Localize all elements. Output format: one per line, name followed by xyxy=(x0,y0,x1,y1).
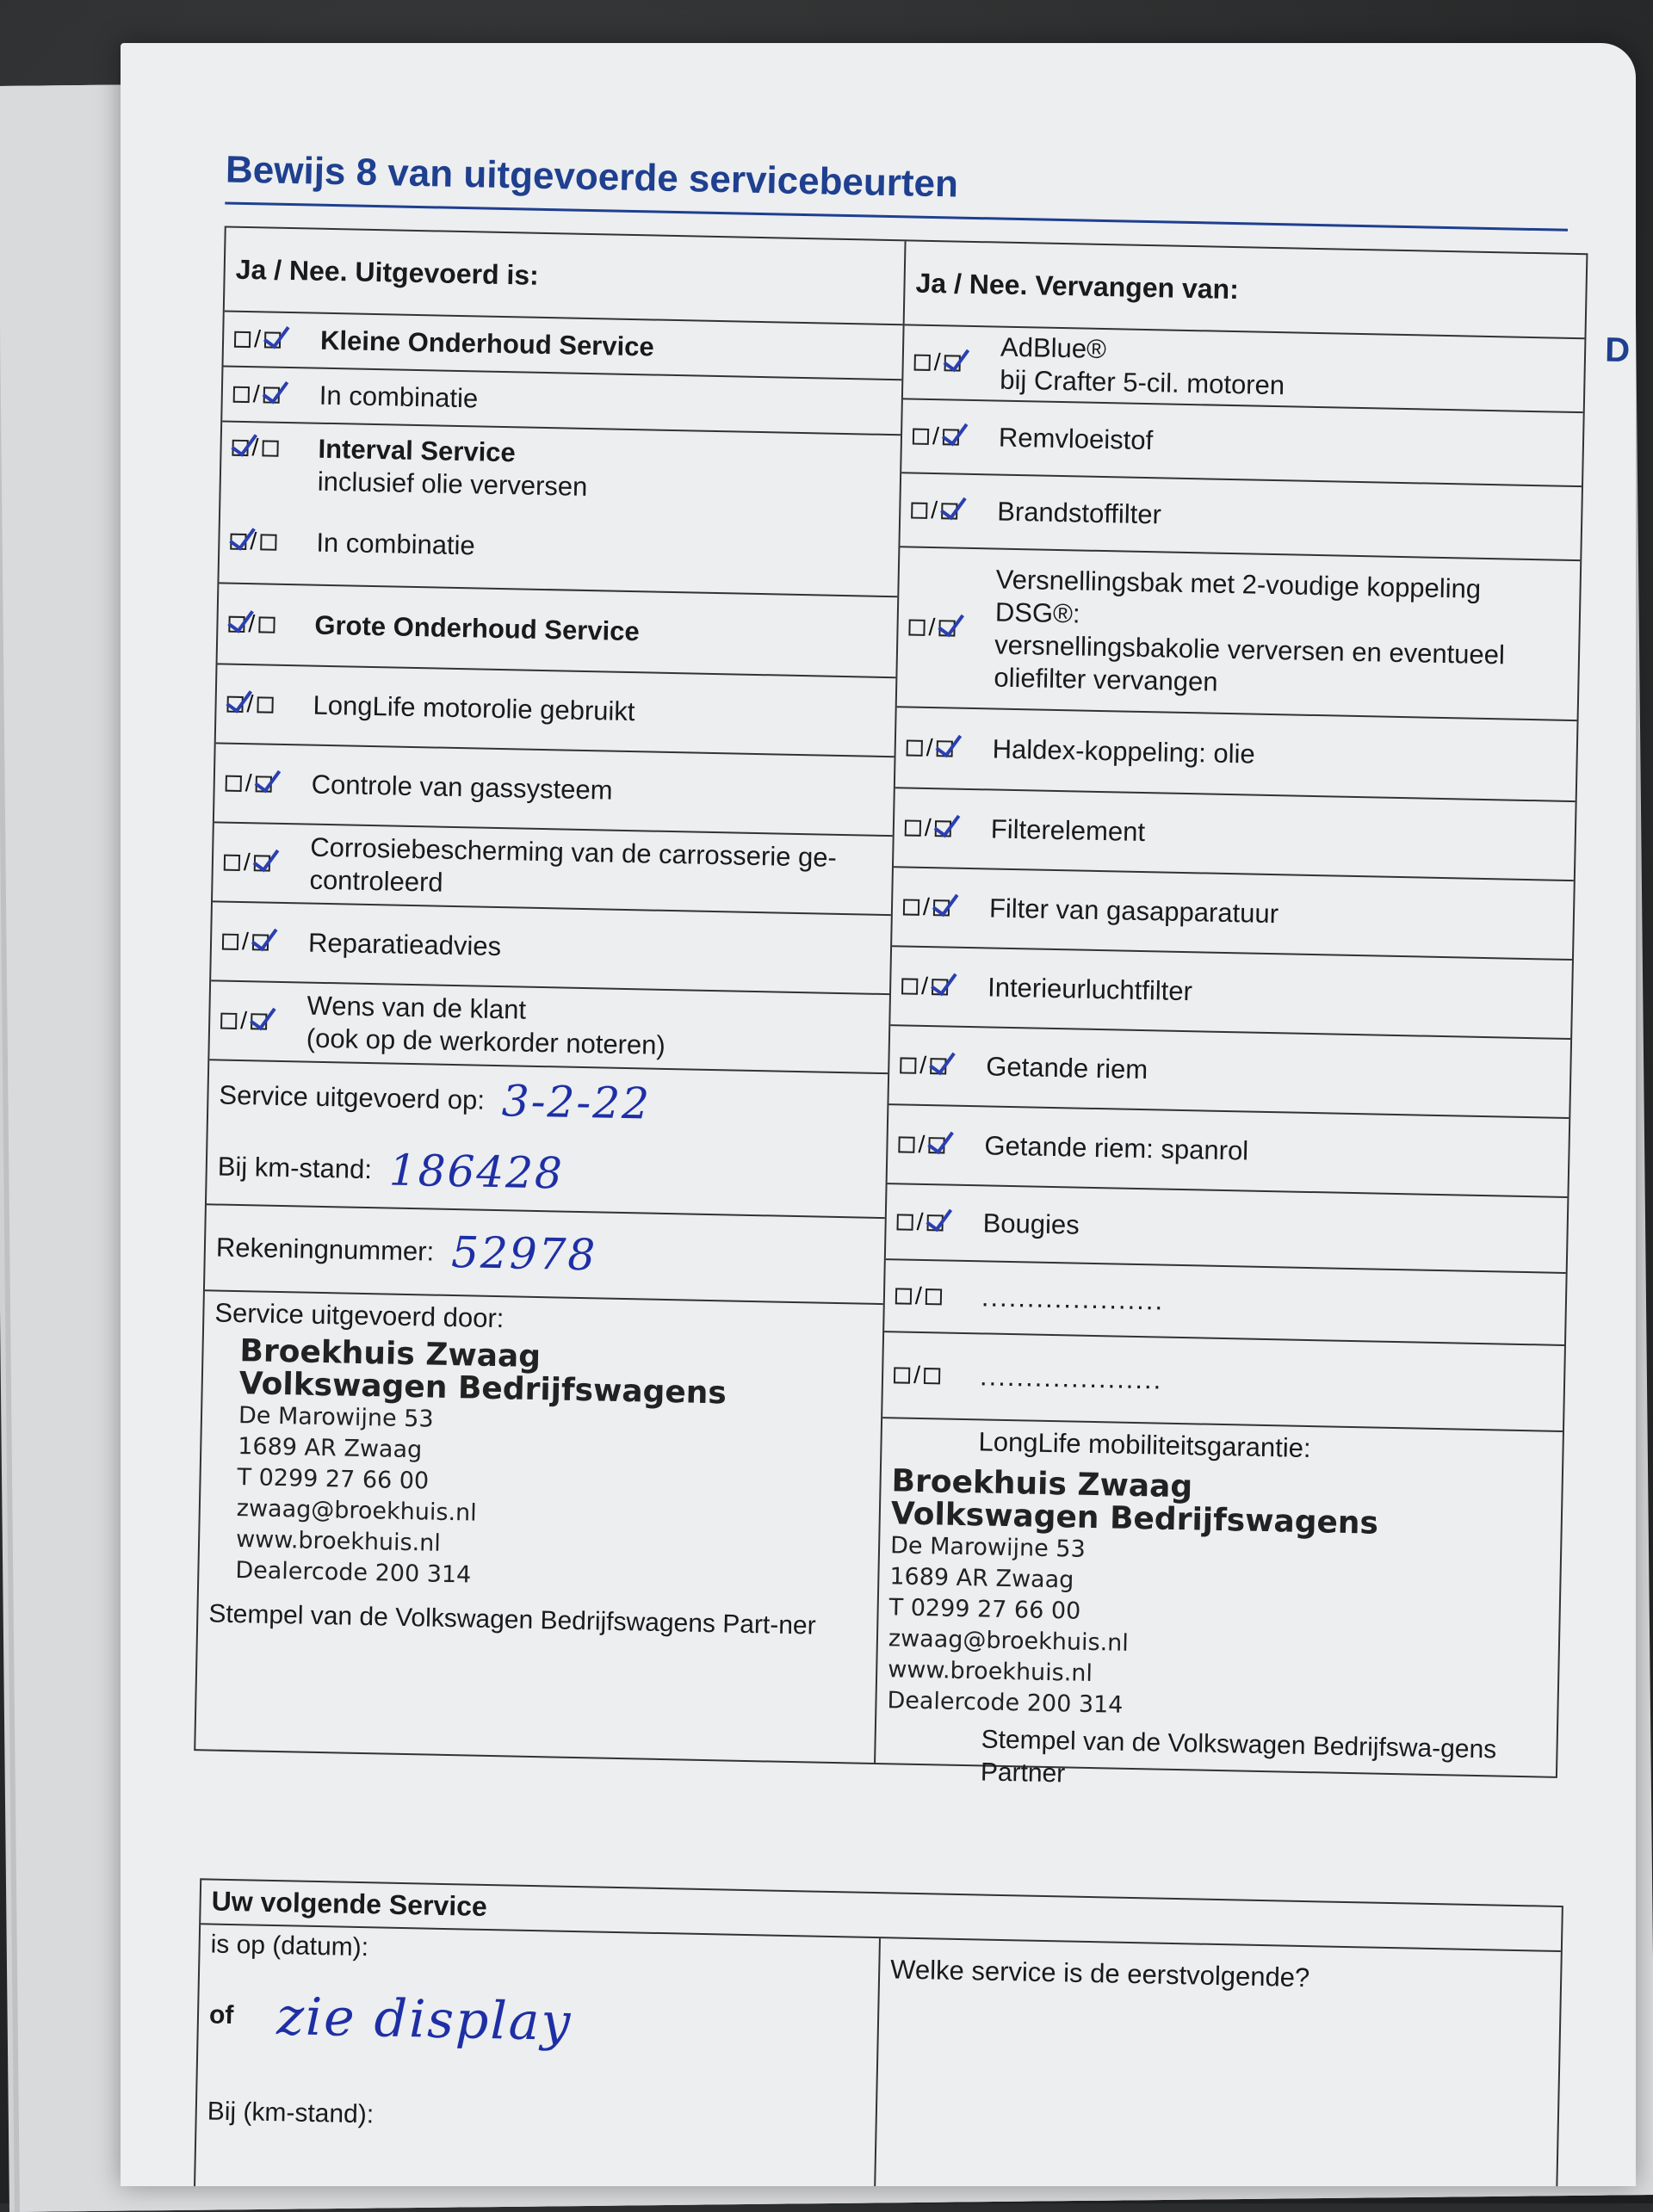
item-sublabel: versnellingsbakolie verversen en eventueel oliefilter vervangen xyxy=(994,629,1506,697)
no-box[interactable] xyxy=(932,979,948,995)
stamp-name: Broekhuis Zwaag xyxy=(239,1333,542,1375)
invoice-row xyxy=(205,1205,885,1305)
stamp-dealercode: Dealercode 200 314 xyxy=(887,1687,1124,1719)
no-box[interactable] xyxy=(926,1214,943,1231)
yes-box[interactable] xyxy=(897,1214,913,1230)
performed-by-label: Service uitgevoerd door: xyxy=(214,1297,505,1334)
performed-column xyxy=(195,228,906,1763)
yes-box[interactable] xyxy=(903,899,919,915)
stamp-subname: Volkswagen Bedrijfswagens xyxy=(238,1366,727,1412)
title-rule xyxy=(225,201,1568,231)
left-item-8 xyxy=(213,823,893,916)
stamp-website: www.broekhuis.nl xyxy=(235,1526,442,1557)
item-sublabel: bij Crafter 5-cil. motoren xyxy=(1000,364,1285,401)
yes-no-checkbox[interactable]: / xyxy=(232,378,319,412)
yes-no-checkbox[interactable]: / xyxy=(898,1128,985,1162)
service-date-label: Service uitgevoerd op: xyxy=(219,1079,486,1115)
yes-no-checkbox[interactable]: / xyxy=(895,1279,982,1313)
yes-box[interactable] xyxy=(907,739,923,756)
no-box[interactable] xyxy=(928,1137,944,1153)
stamp-email: zwaag@broekhuis.nl xyxy=(888,1625,1130,1657)
no-box[interactable] xyxy=(263,386,279,403)
right-item-2 xyxy=(901,399,1583,487)
next-handwritten[interactable]: zie display xyxy=(276,1986,573,2053)
no-box[interactable] xyxy=(255,775,271,792)
yes-no-checkbox[interactable]: / xyxy=(913,420,1000,454)
item-label: Getande riem xyxy=(985,1051,1148,1085)
next-question: Welke service is de eerstvolgende? xyxy=(889,1954,1310,1993)
item-label: In combinatie xyxy=(319,380,479,414)
no-box[interactable] xyxy=(257,696,273,713)
yes-box[interactable] xyxy=(222,933,238,949)
right-item-8 xyxy=(890,947,1572,1040)
yes-no-checkbox[interactable]: / xyxy=(222,925,309,960)
item-label: Brandstoffilter xyxy=(996,496,1162,530)
yes-no-checkbox[interactable]: / xyxy=(896,1205,983,1239)
right-item-12 xyxy=(884,1260,1566,1346)
next-date-label: is op (datum): xyxy=(210,1930,369,1962)
left-item-7 xyxy=(214,744,895,837)
stamp-subname: Volkswagen Bedrijfswagens xyxy=(890,1496,1379,1542)
no-box[interactable] xyxy=(262,440,278,456)
item-sublabel: (ook op de werkorder noteren) xyxy=(306,1023,666,1060)
item-label: Filter van gasapparatuur xyxy=(988,893,1279,930)
stamp-caption-right: Stempel van de Volkswagen Bedrijfswa-gens Partner xyxy=(980,1725,1497,1789)
no-box[interactable] xyxy=(924,1368,940,1384)
no-box[interactable] xyxy=(936,740,952,757)
right-item-3 xyxy=(900,473,1582,561)
yes-box[interactable] xyxy=(224,854,240,870)
no-box[interactable] xyxy=(926,1288,942,1305)
performed-by-row xyxy=(198,1291,883,1649)
yes-box[interactable] xyxy=(234,331,251,347)
yes-no-checkbox[interactable]: / xyxy=(905,811,992,845)
right-item-10 xyxy=(888,1105,1569,1198)
yes-no-checkbox[interactable]: / xyxy=(228,608,315,642)
yes-no-checkbox[interactable]: / xyxy=(226,688,313,722)
left-item-4 xyxy=(219,499,899,597)
right-item-6 xyxy=(894,788,1576,881)
yes-box[interactable] xyxy=(905,819,921,836)
item-label: AdBlue® xyxy=(1000,331,1107,365)
next-service-left xyxy=(195,1925,881,2186)
item-label: Controle van gassysteem xyxy=(311,769,613,806)
km-handwritten[interactable]: 186428 xyxy=(388,1145,565,1199)
right-item-9 xyxy=(888,1026,1570,1119)
yes-box[interactable] xyxy=(894,1367,910,1383)
yes-box[interactable] xyxy=(908,619,925,635)
yes-box[interactable] xyxy=(220,1012,237,1029)
stamp-email: zwaag@broekhuis.nl xyxy=(236,1495,478,1527)
yes-box[interactable] xyxy=(900,1057,916,1073)
no-box[interactable] xyxy=(264,331,281,348)
yes-no-checkbox[interactable]: / xyxy=(903,890,990,924)
service-date-handwritten[interactable]: 3-2-22 xyxy=(501,1076,652,1129)
no-box[interactable] xyxy=(930,1058,946,1074)
right-item-5 xyxy=(895,707,1577,802)
replaced-header: Ja / Nee. Vervangen van: xyxy=(905,241,1587,339)
item-label: Interval Service xyxy=(318,433,517,468)
yes-box[interactable] xyxy=(901,978,918,994)
service-form xyxy=(194,226,1588,1789)
yes-no-checkbox[interactable]: / xyxy=(234,323,321,357)
yes-box[interactable] xyxy=(911,502,927,518)
yes-no-checkbox[interactable]: / xyxy=(900,1048,987,1083)
no-box[interactable] xyxy=(251,1013,267,1029)
longlife-label: LongLife mobiliteitsgarantie: xyxy=(978,1426,1311,1464)
yes-no-checkbox[interactable]: / xyxy=(901,969,988,1004)
stamp-address: De Marowijne 53 xyxy=(238,1402,434,1433)
item-label: Haldex-koppeling: olie xyxy=(992,733,1256,769)
next-service-right xyxy=(875,1938,1560,2186)
stamp-phone: T 0299 27 66 00 xyxy=(888,1594,1081,1625)
yes-no-checkbox[interactable]: / xyxy=(906,731,993,765)
stamp-caption-left: Stempel van de Volkswagen Bedrijfswagens Part-ner xyxy=(208,1599,816,1640)
item-label: Interieurluchtfilter xyxy=(987,972,1193,1007)
yes-box[interactable] xyxy=(230,533,246,549)
invoice-handwritten[interactable]: 52978 xyxy=(450,1226,597,1281)
page-title: Bewijs 8 van uitgevoerde servicebeurten xyxy=(225,148,959,206)
yes-box[interactable] xyxy=(232,439,248,455)
booklet-page xyxy=(121,43,1636,2186)
yes-no-checkbox[interactable]: / xyxy=(908,611,995,646)
item-label: Grote Onderhoud Service xyxy=(314,609,641,647)
item-label: Versnellingsbak met 2-voudige koppeling DSG®: xyxy=(994,564,1482,629)
no-box[interactable] xyxy=(933,899,950,916)
left-item-3 xyxy=(220,422,901,513)
yes-no-checkbox[interactable]: / xyxy=(225,767,312,801)
no-box[interactable] xyxy=(254,855,270,871)
no-box[interactable] xyxy=(260,534,276,550)
dealer-stamp-right xyxy=(887,1465,1379,1726)
item-label: Wens van de klant xyxy=(306,990,527,1025)
stamp-postcode: 1689 AR Zwaag xyxy=(237,1433,423,1464)
left-item-5 xyxy=(218,584,898,678)
left-item-9 xyxy=(211,902,891,995)
yes-no-checkbox[interactable]: / xyxy=(224,846,311,880)
next-km-label: Bij (km-stand): xyxy=(207,2097,375,2129)
no-box[interactable] xyxy=(258,616,275,633)
item-sublabel: controleerd xyxy=(309,864,443,898)
yes-no-checkbox[interactable]: / xyxy=(232,431,319,466)
item-label: Bougies xyxy=(982,1208,1080,1240)
no-box[interactable] xyxy=(934,820,950,837)
stamp-phone: T 0299 27 66 00 xyxy=(237,1464,430,1495)
right-item-4 xyxy=(897,547,1581,721)
km-label: Bij km-stand: xyxy=(217,1151,373,1185)
next-page-letter: D xyxy=(1604,331,1631,370)
stamp-name: Broekhuis Zwaag xyxy=(891,1463,1193,1505)
right-item-13 xyxy=(882,1332,1564,1432)
no-box[interactable] xyxy=(941,503,957,519)
item-label: Kleine Onderhoud Service xyxy=(319,324,655,362)
dealer-stamp-left xyxy=(235,1335,727,1596)
right-item-11 xyxy=(886,1184,1568,1274)
km-row xyxy=(207,1129,887,1219)
blank-line[interactable]: .................... xyxy=(979,1361,1163,1395)
no-box[interactable] xyxy=(943,429,959,445)
yes-box[interactable] xyxy=(895,1288,912,1304)
blank-line[interactable]: .................... xyxy=(981,1282,1165,1316)
no-box[interactable] xyxy=(252,934,269,950)
yes-box[interactable] xyxy=(898,1136,914,1152)
stamp-postcode: 1689 AR Zwaag xyxy=(889,1563,1074,1594)
yes-no-checkbox[interactable]: / xyxy=(230,525,317,559)
performed-header: Ja / Nee. Uitgevoerd is: xyxy=(225,228,905,326)
item-sublabel: inclusief olie verversen xyxy=(317,466,588,502)
no-box[interactable] xyxy=(938,620,955,636)
yes-box[interactable] xyxy=(226,695,243,712)
yes-box[interactable] xyxy=(913,428,929,444)
left-item-6 xyxy=(216,664,896,757)
yes-box[interactable] xyxy=(233,386,250,402)
item-label: Reparatieadvies xyxy=(307,927,502,962)
item-label: Remvloeistof xyxy=(998,422,1154,456)
yes-box[interactable] xyxy=(914,354,931,370)
item-label: LongLife motorolie gebruikt xyxy=(313,689,635,727)
right-item-7 xyxy=(892,868,1574,961)
next-service-box xyxy=(194,1878,1563,2186)
item-label: Corrosiebescherming van de carrosserie ge- xyxy=(309,831,838,873)
invoice-label: Rekeningnummer: xyxy=(215,1232,435,1267)
yes-box[interactable] xyxy=(228,615,245,632)
yes-no-checkbox[interactable]: / xyxy=(894,1358,981,1393)
item-label: Getande riem: spanrol xyxy=(984,1130,1249,1166)
stamp-dealercode: Dealercode 200 314 xyxy=(235,1557,472,1589)
yes-no-checkbox[interactable]: / xyxy=(911,494,998,528)
yes-box[interactable] xyxy=(226,775,242,791)
yes-no-checkbox[interactable]: / xyxy=(220,1004,307,1039)
left-item-10 xyxy=(209,981,889,1074)
no-box[interactable] xyxy=(944,355,960,371)
replaced-column xyxy=(876,241,1586,1789)
next-or-label: of xyxy=(208,2000,234,2030)
item-label: Filterelement xyxy=(990,813,1146,848)
item-label: In combinatie xyxy=(316,527,476,561)
next-service-header: Uw volgende Service xyxy=(201,1880,1562,1952)
stamp-address: De Marowijne 53 xyxy=(889,1532,1087,1563)
stamp-website: www.broekhuis.nl xyxy=(887,1656,1093,1688)
yes-no-checkbox[interactable]: / xyxy=(913,346,1000,380)
longlife-row xyxy=(876,1418,1563,1789)
right-item-1 xyxy=(903,325,1585,413)
